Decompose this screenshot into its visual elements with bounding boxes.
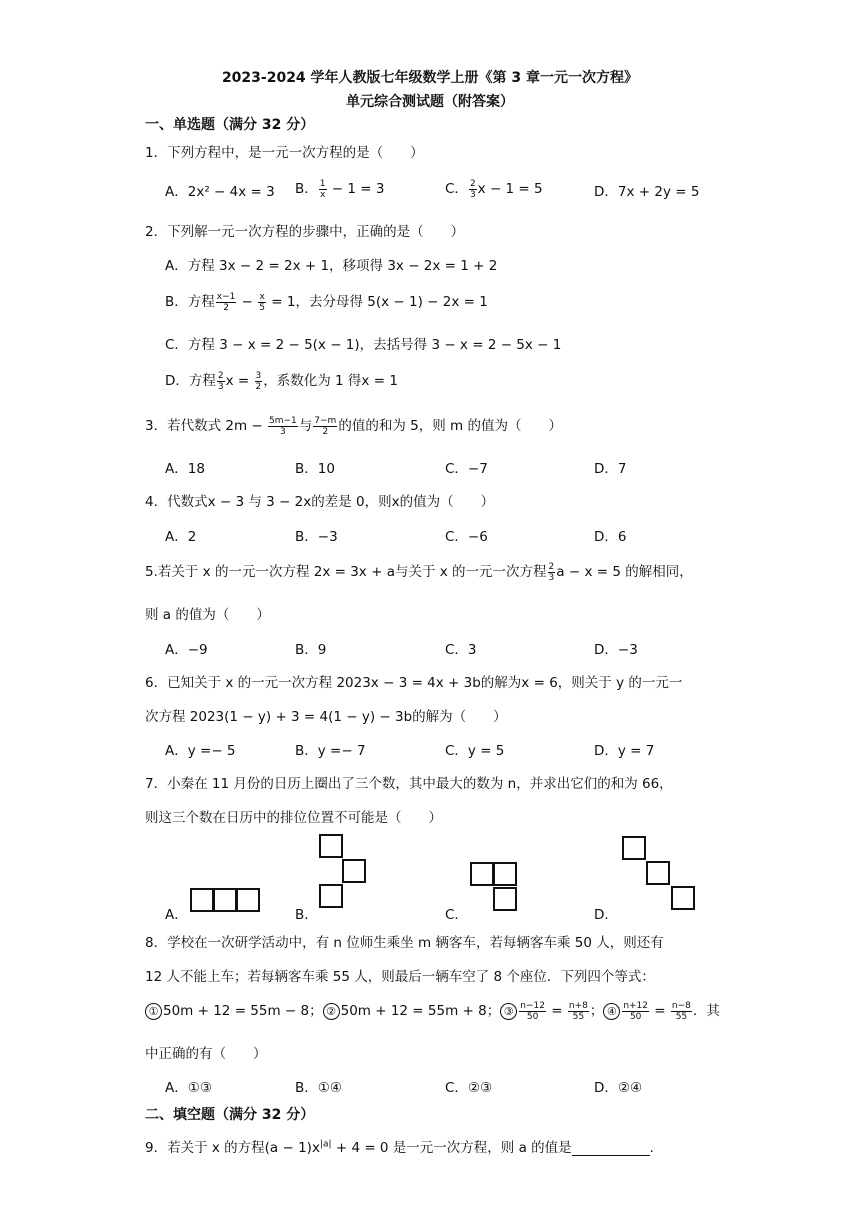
question-7-option-a: A． xyxy=(165,907,188,923)
stem-text: a − x = 5 的解相同， xyxy=(556,564,693,580)
question-1-stem: 1．下列方程中，是一元一次方程的是（ ） xyxy=(145,145,424,161)
page-subtitle: 单元综合测试题（附答案） xyxy=(346,94,514,110)
question-3-option-c: C．−7 xyxy=(445,461,488,477)
option-text: = 1，去分母得 5(x − 1) − 2x = 1 xyxy=(267,294,488,310)
fraction-denominator: 3 xyxy=(548,572,555,583)
fraction xyxy=(313,416,337,437)
question-6-option-a: A．y =− 5 xyxy=(165,743,236,759)
question-6-option-c: C．y = 5 xyxy=(445,743,505,759)
calendar-cell xyxy=(342,859,366,883)
fraction-numerator: 2 xyxy=(548,561,555,572)
calendar-cell xyxy=(213,888,237,912)
fraction-numerator: 1 xyxy=(319,178,326,189)
fraction-denominator: x xyxy=(319,189,326,200)
question-6-option-b: B．y =− 7 xyxy=(295,743,366,759)
fraction-numerator: n+12 xyxy=(623,1000,649,1011)
question-8-option-b: B．①④ xyxy=(295,1080,342,1096)
equation-text: = xyxy=(546,1003,567,1019)
question-6-stem: 6．已知关于 x 的一元一次方程 2023x − 3 = 4x + 3b的解为x = 6，则关于 y 的一元一 xyxy=(145,675,683,691)
question-8-stem-line4: 中正确的有（ ） xyxy=(145,1046,267,1062)
calendar-cell xyxy=(319,834,343,858)
fraction-numerator: n−12 xyxy=(520,1000,545,1011)
stem-text: 与 xyxy=(298,418,313,434)
question-8-option-a: A．①③ xyxy=(165,1080,212,1096)
fraction xyxy=(216,292,237,313)
option-text: x − 1 = 5 xyxy=(477,181,543,197)
calendar-cell xyxy=(190,888,214,912)
question-2-option-d xyxy=(165,369,398,392)
question-1-option-d: D．7x + 2y = 5 xyxy=(594,184,700,200)
stem-text: 3．若代数式 2m − xyxy=(145,418,268,434)
question-3-option-a: A．18 xyxy=(165,461,205,477)
question-4-option-d: D．6 xyxy=(594,529,627,545)
question-5-stem-line2: 则 a 的值为（ ） xyxy=(145,607,270,623)
question-5-stem xyxy=(145,560,693,583)
fraction-numerator: n+8 xyxy=(568,1000,588,1011)
option-text: − 1 = 3 xyxy=(327,181,385,197)
fraction-denominator: 55 xyxy=(572,1011,585,1022)
fraction-denominator: 5 xyxy=(259,302,265,313)
fraction-numerator: x−1 xyxy=(216,291,236,302)
question-1-option-b xyxy=(295,177,384,200)
question-7-stem-line2: 则这三个数在日历中的排位位置不可能是（ ） xyxy=(145,810,442,826)
stem-text: 的值的和为 5，则 m 的值为（ ） xyxy=(338,418,562,434)
option-text: x = xyxy=(225,373,254,389)
fraction xyxy=(258,292,266,313)
calendar-cell xyxy=(646,861,670,885)
fraction-numerator: 5m−1 xyxy=(269,415,297,426)
question-2-option-c: C．方程 3 − x = 2 − 5(x − 1)，去括号得 3 − x = 2 − 5x − 1 xyxy=(165,337,562,353)
equation-text: ．其 xyxy=(692,1003,720,1019)
question-2-stem: 2．下列解一元一次方程的步骤中，正确的是（ ） xyxy=(145,224,465,240)
fraction-denominator: 3 xyxy=(280,426,286,437)
fraction-denominator: 2 xyxy=(223,302,229,313)
equation-2: 50m + 12 = 55m + 8； xyxy=(340,1003,501,1019)
stem-text: 5.若关于 x 的一元一次方程 2x = 3x + a与关于 x 的一元一次方程 xyxy=(145,564,547,580)
calendar-cell xyxy=(319,884,343,908)
question-7-option-b: B． xyxy=(295,907,318,923)
question-7-option-d: D． xyxy=(594,907,618,923)
option-text: D．方程 xyxy=(165,373,216,389)
fraction-denominator: 3 xyxy=(217,381,224,392)
fraction xyxy=(268,416,298,437)
fraction xyxy=(568,1001,589,1022)
question-3-stem xyxy=(145,414,562,437)
page-title: 2023-2024 学年人教版七年级数学上册《第 3 章一元一次方程》 xyxy=(221,70,639,86)
circled-number-1: ① xyxy=(145,1003,162,1020)
section-heading-fill-in: 二、填空题（满分 32 分） xyxy=(145,1107,315,1123)
fraction xyxy=(519,1001,546,1022)
answer-blank[interactable] xyxy=(572,1143,650,1156)
calendar-cell xyxy=(470,862,494,886)
circled-number-4: ④ xyxy=(603,1003,620,1020)
question-8-option-d: D．②④ xyxy=(594,1080,643,1096)
stem-text: ． xyxy=(649,1140,664,1156)
option-text: − xyxy=(237,294,258,310)
equation-text: ； xyxy=(589,1003,604,1019)
fraction-denominator: 2 xyxy=(255,381,262,392)
section-heading-single-choice: 一、单选题（满分 32 分） xyxy=(145,117,315,133)
option-label: B． xyxy=(295,181,318,197)
fraction xyxy=(255,371,263,392)
question-2-option-a: A．方程 3x − 2 = 2x + 1，移项得 3x − 2x = 1 + 2 xyxy=(165,258,498,274)
stem-text: + 4 = 0 是一元一次方程，则 a 的值是 xyxy=(331,1140,572,1156)
fraction xyxy=(469,179,477,200)
fraction xyxy=(217,371,225,392)
fraction xyxy=(671,1001,692,1022)
question-1-option-a: A．2x² − 4x = 3 xyxy=(165,184,275,200)
fraction-denominator: 50 xyxy=(629,1011,642,1022)
question-4-option-c: C．−6 xyxy=(445,529,488,545)
question-4-option-a: A．2 xyxy=(165,529,197,545)
calendar-cell xyxy=(493,862,517,886)
fraction-denominator: 3 xyxy=(469,189,476,200)
equation-text: = xyxy=(650,1003,670,1019)
question-4-option-b: B．−3 xyxy=(295,529,338,545)
question-3-option-d: D．7 xyxy=(594,461,627,477)
fraction-numerator: 7−m xyxy=(314,415,337,426)
calendar-cell xyxy=(493,887,517,911)
question-6-stem-line2: 次方程 2023(1 − y) + 3 = 4(1 − y) − 3b的解为（ ） xyxy=(145,709,507,725)
fraction-numerator: n−8 xyxy=(671,1000,691,1011)
option-text: B．方程 xyxy=(165,294,215,310)
option-text: ，系数化为 1 得x = 1 xyxy=(263,373,398,389)
fraction-denominator: 55 xyxy=(675,1011,688,1022)
question-5-option-b: B．9 xyxy=(295,642,327,658)
calendar-cell xyxy=(236,888,260,912)
equation-1: 50m + 12 = 55m − 8； xyxy=(163,1003,323,1019)
question-2-option-b xyxy=(165,290,488,313)
question-8-stem-line2: 12 人不能上车；若每辆客车乘 55 人，则最后一辆车空了 8 个座位．下列四个等式： xyxy=(145,969,655,985)
question-3-option-b: B．10 xyxy=(295,461,335,477)
stem-text: 9．若关于 x 的方程(a − 1)x xyxy=(145,1140,320,1156)
circled-number-2: ② xyxy=(323,1003,340,1020)
question-5-option-d: D．−3 xyxy=(594,642,638,658)
question-8-option-c: C．②③ xyxy=(445,1080,493,1096)
fraction-numerator: 3 xyxy=(255,370,262,381)
fraction xyxy=(319,179,327,200)
question-6-option-d: D．y = 7 xyxy=(594,743,655,759)
calendar-cell xyxy=(622,836,646,860)
fraction-denominator: 2 xyxy=(322,426,329,437)
question-1-option-c xyxy=(445,177,543,200)
question-4-stem: 4．代数式x − 3 与 3 − 2x的差是 0，则x的值为（ ） xyxy=(145,494,495,510)
exponent: |a| xyxy=(319,1139,332,1150)
circled-number-3: ③ xyxy=(500,1003,517,1020)
question-8-equations xyxy=(145,999,720,1022)
question-7-stem: 7．小秦在 11 月份的日历上圈出了三个数，其中最大的数为 n，并求出它们的和为 66， xyxy=(145,776,673,792)
fraction-numerator: x xyxy=(259,291,265,302)
question-8-stem: 8．学校在一次研学活动中，有 n 位师生乘坐 m 辆客车，若每辆客车乘 50 人，则还有 xyxy=(145,935,664,951)
fraction xyxy=(548,562,556,583)
fraction-numerator: 2 xyxy=(469,178,476,189)
question-5-option-c: C．3 xyxy=(445,642,477,658)
question-9-stem xyxy=(145,1136,663,1156)
fraction-denominator: 50 xyxy=(526,1011,539,1022)
option-label: C． xyxy=(445,181,468,197)
question-5-option-a: A．−9 xyxy=(165,642,208,658)
calendar-cell xyxy=(671,886,695,910)
question-7-option-c: C． xyxy=(445,907,468,923)
fraction-numerator: 2 xyxy=(217,370,224,381)
fraction xyxy=(622,1001,649,1022)
